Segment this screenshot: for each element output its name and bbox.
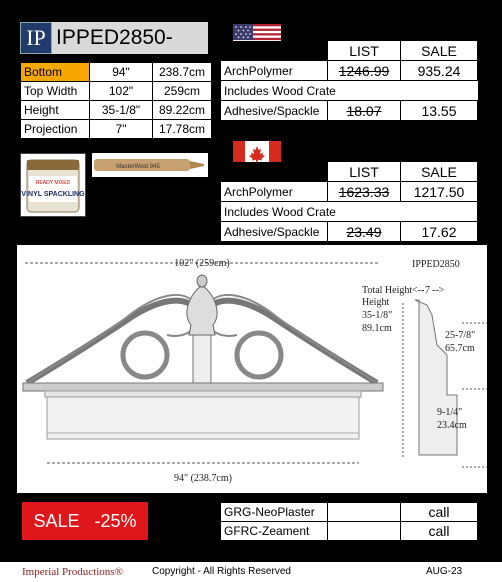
svg-text:35-1/8": 35-1/8" [362,310,393,321]
crate-note: Includes Wood Crate [221,202,478,222]
material-name: GFRC-Zeament [221,522,328,541]
spec-row-top-width [21,82,212,101]
list-price: 18.07 [328,101,401,121]
material-price: call [401,522,478,541]
spec-row-bottom [21,63,212,82]
usa-price-table [220,40,478,121]
spec-cm: 259cm [153,82,212,101]
svg-text:MasterWeld 945: MasterWeld 945 [116,164,160,170]
svg-text:65.7cm: 65.7cm [445,343,475,354]
svg-text:READY MIXED: READY MIXED [35,180,71,186]
svg-text:25-7/8": 25-7/8" [445,330,476,341]
price-row [221,101,478,121]
company-logo: IP [20,22,52,54]
top-width-label: 102" (259cm) [174,258,230,269]
material-name: Adhesive/Spackle [221,222,328,242]
sale-header: SALE [401,162,478,182]
material-price: call [401,503,478,522]
material-row [221,503,478,522]
footer-copyright: Copyright - All Rights Reserved [152,566,291,577]
svg-text:<--: <-- [412,285,425,296]
crate-note: Includes Wood Crate [221,81,478,101]
svg-text:9-1/4": 9-1/4" [437,407,463,418]
material-row [221,522,478,541]
spec-inches: 35-1/8" [90,101,153,120]
adhesive-tube-image [92,153,208,177]
price-row [221,61,478,81]
list-header: LIST [328,41,401,61]
svg-text:Total Height: Total Height [362,285,413,296]
product-code-title: IPPED2850- [52,22,208,54]
svg-text:VINYL SPACKLING: VINYL SPACKLING [21,191,85,198]
pediment-drawing [17,245,487,493]
footer-company: Imperial Productions® [22,566,123,578]
spec-inches: 94" [90,63,153,82]
svg-text:7: 7 [425,285,430,296]
spec-label: Bottom [21,63,90,82]
list-header: LIST [328,162,401,182]
spec-row-height [21,101,212,120]
sale-price: 935.24 [401,61,478,81]
sale-badge: SALE -25% [22,502,148,540]
footer [0,562,502,582]
material-name: Adhesive/Spackle [221,101,328,121]
svg-text:-->: --> [432,285,445,296]
material-name: GRG-NeoPlaster [221,503,328,522]
spec-row-projection [21,120,212,139]
list-price: 23.49 [328,222,401,242]
sale-price: 1217.50 [401,182,478,202]
sale-header: SALE [401,41,478,61]
dimensions-table [20,62,212,139]
list-price: 1246.99 [328,61,401,81]
price-row [221,202,478,222]
sale-price: 13.55 [401,101,478,121]
material-name: ArchPolymer [221,182,328,202]
svg-text:89.1cm: 89.1cm [362,323,392,334]
spec-label: Height [21,101,90,120]
spec-cm: 89.22cm [153,101,212,120]
price-row [221,182,478,202]
spec-inches: 102" [90,82,153,101]
other-materials-table [220,502,478,541]
svg-text:23.4cm: 23.4cm [437,420,467,431]
list-price: 1623.33 [328,182,401,202]
canada-price-table [220,161,478,242]
price-row [221,222,478,242]
spec-cm: 17.78cm [153,120,212,139]
footer-date: AUG-23 [426,566,463,577]
sale-price: 17.62 [401,222,478,242]
spackle-bucket-image [20,153,86,217]
price-row [221,81,478,101]
drawing-code: IPPED2850 [412,259,460,270]
spec-label: Projection [21,120,90,139]
spec-label: Top Width [21,82,90,101]
spec-cm: 238.7cm [153,63,212,82]
spec-inches: 7" [90,120,153,139]
bottom-width-label: 94" (238.7cm) [174,473,232,484]
material-name: ArchPolymer [221,61,328,81]
svg-text:Height: Height [362,297,390,308]
